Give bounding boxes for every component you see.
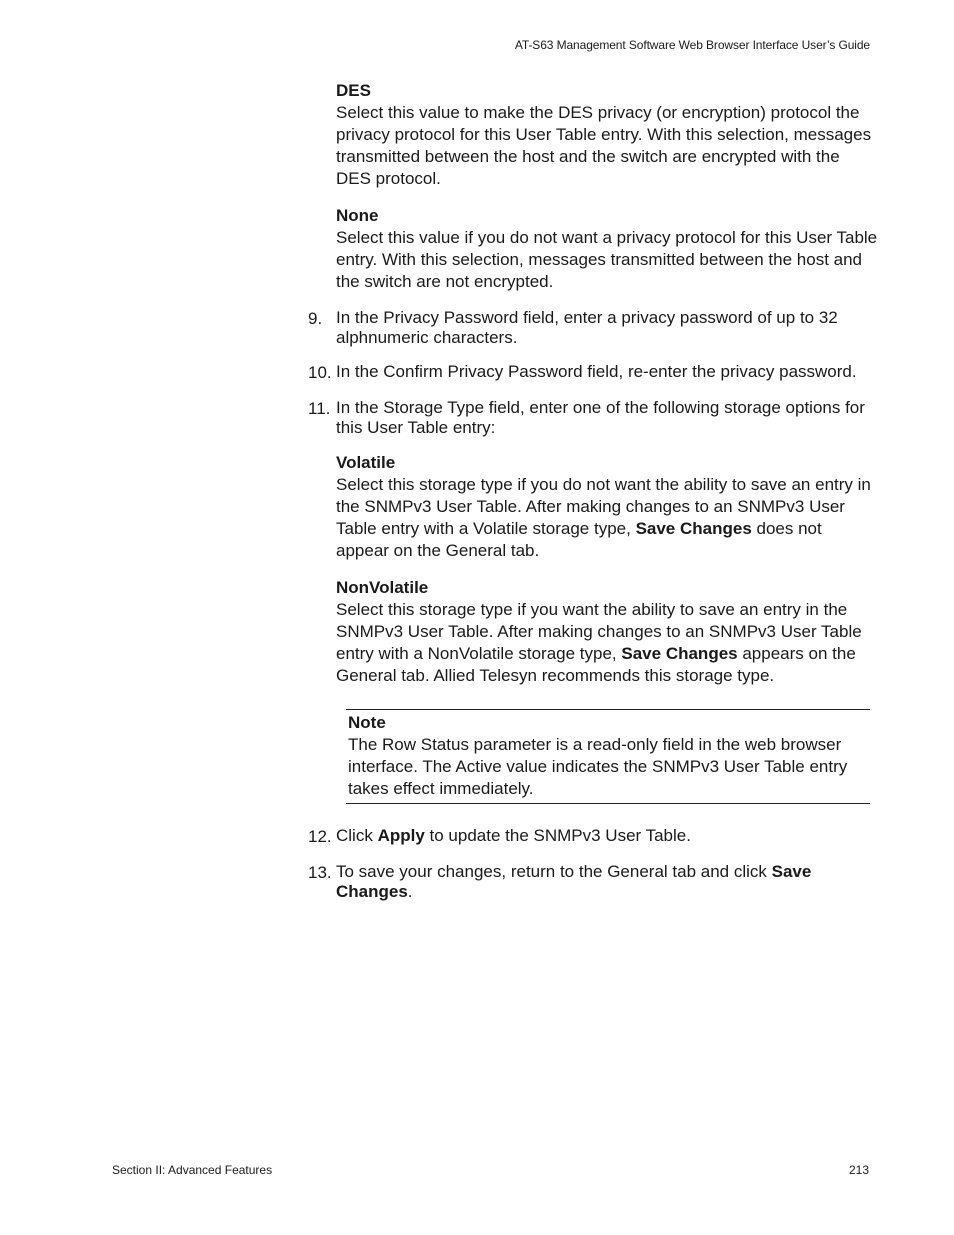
step-text: In the Privacy Password field, enter a privacy password of up to 32 alphnumeric characters. bbox=[336, 308, 838, 347]
option-nonvolatile bbox=[336, 577, 878, 687]
option-none bbox=[336, 205, 878, 293]
option-description: Select this value if you do not want a privacy protocol for this User Table entry. With this selection, messages transmitted between the host and the switch are not encrypted. bbox=[336, 228, 878, 291]
note-text: The Row Status parameter is a read-only field in the web browser interface. The Active value indicates the SNMPv3 User Table entry takes effect immediately. bbox=[348, 735, 848, 798]
description-text: Select this storage type if you do not want the ability to save an entry in the SNMPv3 User Table. After making changes to an SNMPv3 User Table entry with a Volatile storage type, bbox=[336, 475, 871, 538]
description-bold: Save Changes bbox=[621, 644, 738, 663]
step-9 bbox=[308, 308, 878, 348]
step-10 bbox=[308, 362, 878, 384]
description-text: Select this storage type if you want the ability to save an entry in the SNMPv3 User Table. After making changes to an SNMPv3 User Table entry with a NonVolatile storage type, bbox=[336, 600, 862, 663]
step-text-part: To save your changes, return to the General tab and click bbox=[336, 862, 772, 881]
step-text-part: to update the SNMPv3 User Table. bbox=[424, 826, 691, 845]
step-text bbox=[336, 862, 878, 902]
note-title: Note bbox=[348, 713, 386, 732]
description-bold: Save Changes bbox=[635, 519, 752, 538]
option-des bbox=[336, 80, 878, 190]
step-number: 12. bbox=[308, 827, 332, 846]
step-number: 10. bbox=[308, 363, 332, 382]
option-description bbox=[336, 599, 878, 687]
option-term: NonVolatile bbox=[336, 578, 429, 597]
running-header: AT-S63 Management Software Web Browser Interface User’s Guide bbox=[514, 38, 870, 52]
step-text bbox=[336, 826, 878, 848]
option-term: Volatile bbox=[336, 453, 396, 472]
option-description: Select this value to make the DES privacy (or encryption) protocol the privacy protocol for this User Table entry. With this selection, messages transmitted between the host and the switch are encrypted with the DES protocol. bbox=[336, 103, 872, 188]
step-11 bbox=[308, 398, 878, 438]
option-description bbox=[336, 474, 878, 562]
step-text: In the Confirm Privacy Password field, re-enter the privacy password. bbox=[336, 362, 857, 381]
step-text: In the Storage Type field, enter one of the following storage options for this User Table entry: bbox=[336, 398, 865, 437]
page-content bbox=[308, 80, 878, 916]
step-number: 11. bbox=[308, 399, 331, 418]
description-text: appears on the General tab. Allied Telesyn recommends this storage type. bbox=[336, 644, 856, 685]
page-number: 213 bbox=[848, 1163, 869, 1177]
step-text-bold: Apply bbox=[377, 826, 425, 845]
step-13 bbox=[308, 862, 878, 902]
description-text: does not appear on the General tab. bbox=[336, 519, 822, 560]
option-term: None bbox=[336, 206, 379, 225]
note-box bbox=[346, 709, 870, 804]
step-text-part: Click bbox=[336, 826, 378, 845]
footer-section: Section II: Advanced Features bbox=[112, 1163, 273, 1177]
step-text-part: . bbox=[407, 882, 413, 901]
option-volatile bbox=[336, 452, 878, 562]
step-12 bbox=[308, 826, 878, 848]
step-number: 13. bbox=[308, 863, 332, 882]
step-text-bold: Save Changes bbox=[336, 862, 812, 901]
option-term: DES bbox=[336, 81, 371, 100]
step-number: 9. bbox=[308, 309, 323, 328]
